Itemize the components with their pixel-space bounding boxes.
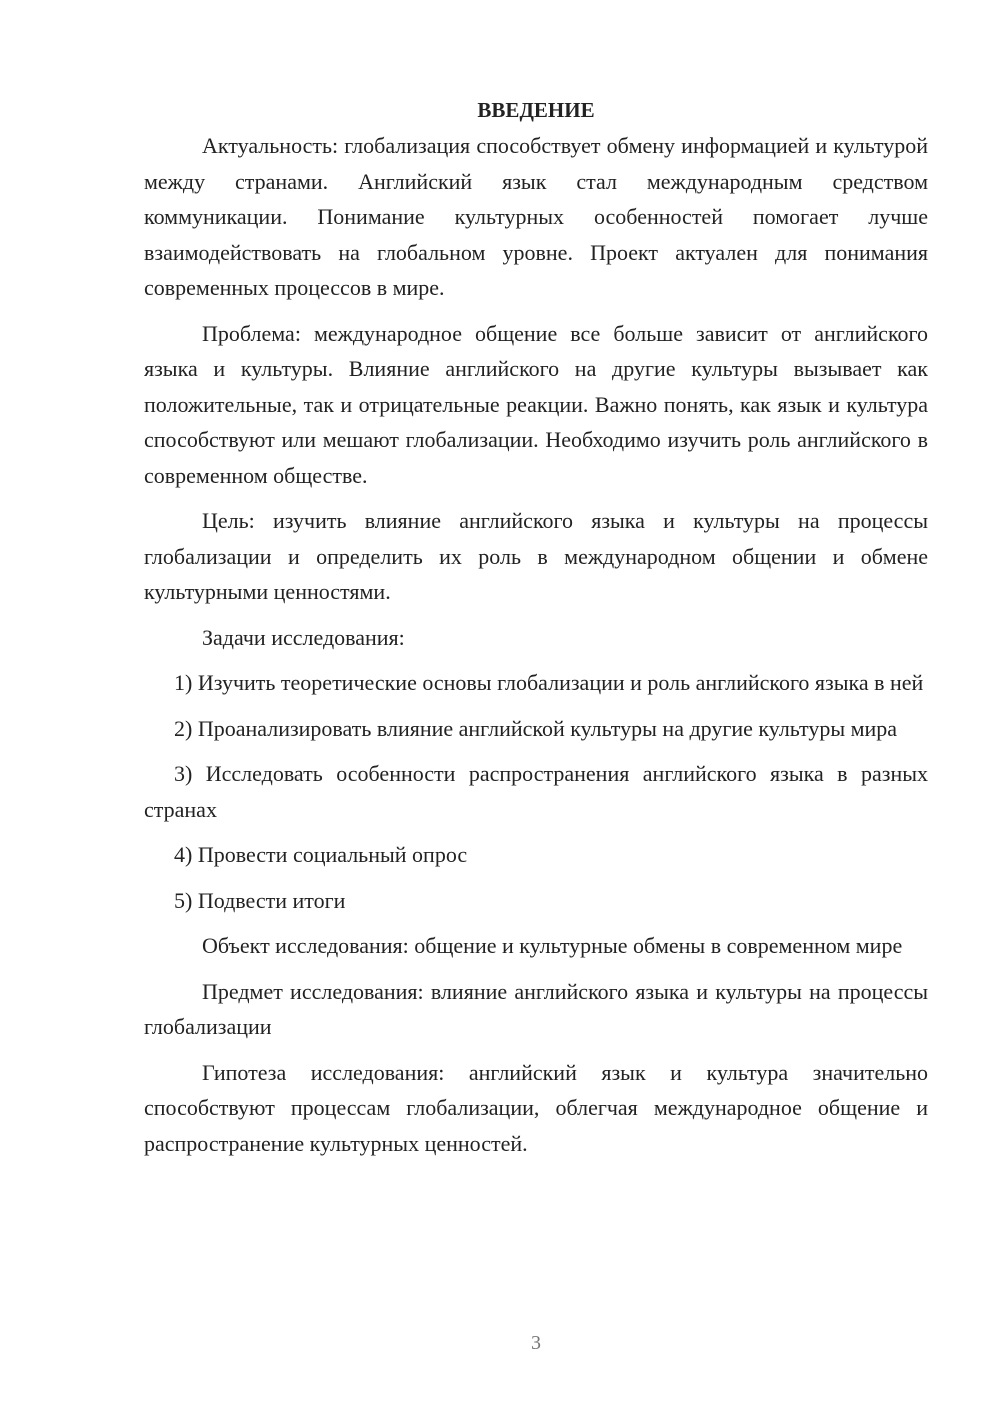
task-item: 4) Провести социальный опрос <box>174 842 468 867</box>
tasks-heading: Задачи исследования: <box>202 624 405 650</box>
page-number: 3 <box>531 1332 541 1354</box>
object-paragraph: Объект исследования: общение и культурные обмены в современном мире <box>202 933 903 958</box>
task-item: 2) Проанализировать влияние английской культуры на другие культуры мира <box>174 715 898 741</box>
task-item: 3) Исследовать особенности распространения английского языка в разных странах <box>144 761 928 822</box>
document-page <box>144 92 928 1161</box>
section-title: ВВЕДЕНИЕ <box>477 98 595 122</box>
goal-paragraph: Цель: изучить влияние английского языка и культуры на процессы глобализации и определить их роль в международном общении и обмене культурными ценностями. <box>144 508 928 604</box>
hypothesis-paragraph: Гипотеза исследования: английский язык и культура значительно способствуют процессам глобализации, облегчая международное общение и распространение культурных ценностей. <box>144 1059 928 1156</box>
relevance-paragraph: Актуальность: глобализация способствует обмену информацией и культурой между странами. Английский язык стал международным средством коммуникации. Понимание культурных особенностей помогает лучше взаимодействовать на глобальном уровне. Проект актуален для понимания современных процессов в мире. <box>144 133 928 300</box>
subject-paragraph: Предмет исследования: влияние английского языка и культуры на процессы глобализации <box>144 978 928 1039</box>
task-item: 1) Изучить теоретические основы глобализации и роль английского языка в ней <box>174 670 924 695</box>
task-item: 5) Подвести итоги <box>174 887 346 913</box>
problem-paragraph: Проблема: международное общение все больше зависит от английского языка и культуры. Влияние английского на другие культуры вызывает как положительные, так и отрицательные реакции. Важно понять, как язык и культура способствуют или мешают глобализации. Необходимо изучить роль английского в современном обществе. <box>144 320 928 488</box>
